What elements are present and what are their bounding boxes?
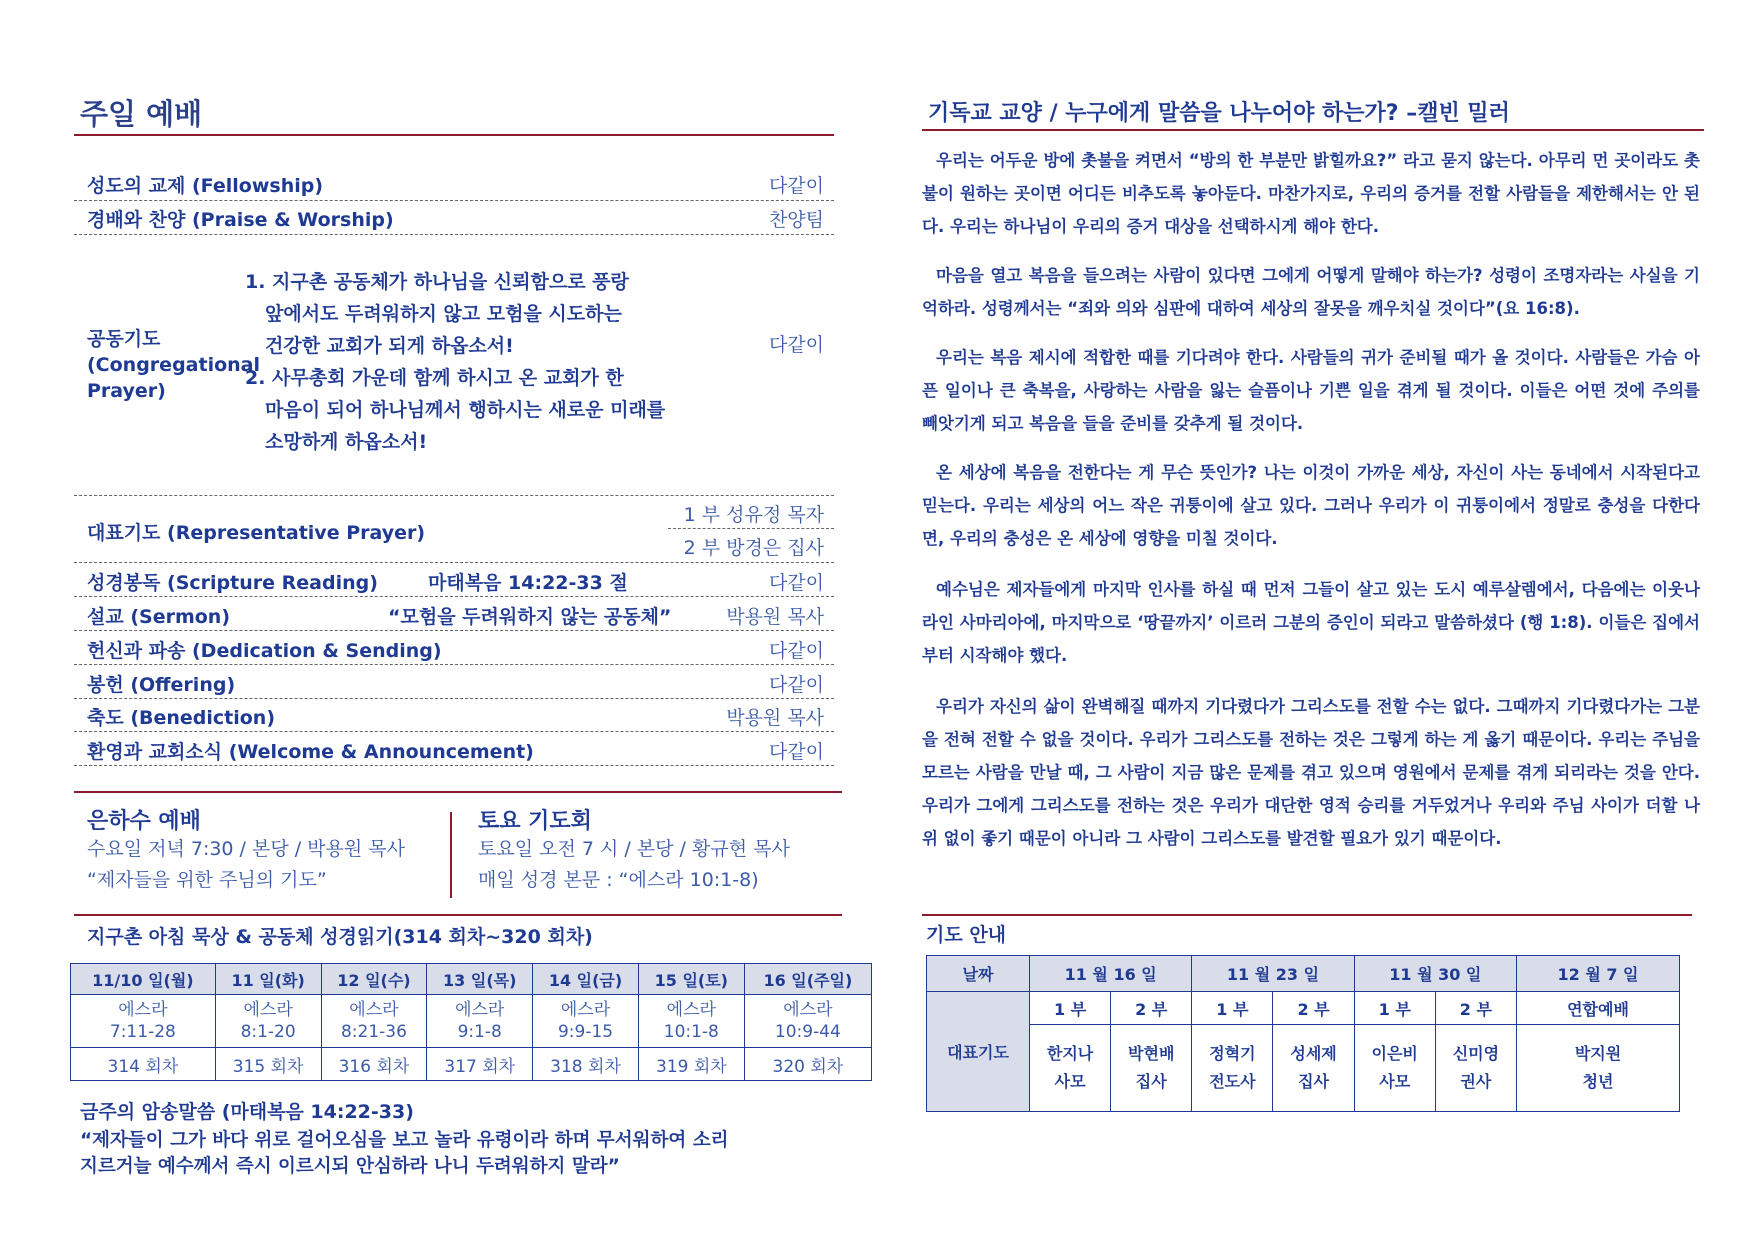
count-cell: 316 회차 [321,1048,427,1081]
reading-title: 지구촌 아침 묵상 & 공동체 성경읽기(314 회차~320 회차) [87,926,593,948]
table-row [927,992,1680,1025]
divider [74,234,834,235]
table-row [71,995,872,1048]
congregational-label: 공동기도 (Congregational Prayer) [87,328,260,402]
divider [74,731,834,732]
saturday-line2: 매일 성경 본문 : “에스라 10:1-8) [478,869,759,891]
day-cell: 14 일(금) [533,964,639,995]
prayer-item: 2. 사무총회 가운데 함께 하시고 온 교회가 한 마음이 되어 하나님께서 행하시는 새로운 미래를 소망하게 하옵소서! [245,367,666,453]
day-cell: 16 일(주일) [744,964,871,995]
prayer-guide-title: 기도 안내 [926,924,1007,946]
order-worship-label: 경배와 찬양 (Praise & Worship) [87,209,394,231]
scripture-passage: 마태복음 14:22-33 절 [428,572,628,594]
table-row [71,964,872,995]
article-paragraph: 우리가 자신의 삶이 완벽해질 때까지 기다렸다가 그리스도를 전할 수는 없다. 그때까지 기다렸다가는 그분을 전혀 전할 수 없을 것이다. 우리가 그리스도를 전하는 것은 그렇게 하는 게 옳기 때문이다. 우리는 주님을 모르는 사람을 만날 때, 그 사람이 지금 많은 문제를 겪고 있으며 영원에서 문제를 겪게 되리라는 것을 안다. 우리가 그에게 그리스도를 전하는 것은 우리가 대단한 영적 승리를 거두었거나 우리와 주님 사이가 더할 나위 없이 좋기 때문이 아니라 그 사람이 그리스도를 발견할 필요가 있기 때문이다. [922,697,1700,848]
service-cell: 연합예배 [1517,992,1680,1025]
service-cell: 1 부 [1354,992,1435,1025]
book-cell: 에스라 10:9-44 [744,995,871,1048]
prayer-item: 1. 지구촌 공동체가 하나님을 신뢰함으로 풍랑 앞에서도 두려워하지 않고 모험을 시도하는 건강한 교회가 되게 하옵소서! [245,271,629,357]
saturday-line1: 토요일 오전 7 시 / 본당 / 황규현 목사 [478,838,790,860]
scripture-label: 성경봉독 (Scripture Reading) [87,572,378,594]
count-cell: 314 회차 [71,1048,216,1081]
book-cell: 에스라 9:9-15 [533,995,639,1048]
day-cell: 13 일(목) [427,964,533,995]
name-cell: 정혁기 전도사 [1192,1025,1273,1112]
scripture-value: 다같이 [768,572,824,594]
name-cell: 성세제 집사 [1273,1025,1354,1112]
saturday-title: 토요 기도회 [478,809,592,834]
book-cell: 에스라 8:21-36 [321,995,427,1048]
date-cell: 11 월 23 일 [1192,956,1354,992]
title-rule [74,134,834,136]
article-paragraph: 온 세상에 복음을 전한다는 게 무슨 뜻인가? 나는 이것이 가까운 세상, 자신이 사는 동네에서 시작된다고 믿는다. 우리는 세상의 어느 작은 귀퉁이에 살고 있다. 그러나 우리가 이 귀퉁이에서 정말로 충성을 다한다면, 우리의 충성은 온 세상에 영향을 미칠 것이다. [922,463,1700,548]
benediction-label: 축도 (Benediction) [87,707,276,729]
wednesday-line1: 수요일 저녁 7:30 / 본당 / 박용원 목사 [87,838,405,860]
day-cell: 11 일(화) [215,964,321,995]
service-cell: 2 부 [1111,992,1192,1025]
section-rule [74,791,842,793]
section-rule [74,914,842,916]
memory-verse-text: “제자들이 그가 바다 위로 걸어오심을 보고 놀라 유령이라 하며 무서워하여 소리 지르거늘 예수께서 즉시 이르시되 안심하라 나니 두려워하지 말라” [80,1130,729,1177]
name-cell: 박지원 청년 [1517,1025,1680,1112]
sermon-value: 박용원 목사 [726,606,824,628]
wednesday-title: 은하수 예배 [87,809,201,834]
count-cell: 317 회차 [427,1048,533,1081]
book-cell: 에스라 7:11-28 [71,995,216,1048]
divider [74,765,834,766]
representative-value-1: 1 부 성유정 목자 [683,504,824,526]
day-cell: 11/10 일(월) [71,964,216,995]
book-cell: 에스라 8:1-20 [215,995,321,1048]
day-cell: 12 일(수) [321,964,427,995]
dedication-value: 다같이 [768,640,824,662]
service-cell: 1 부 [1030,992,1111,1025]
representative-label: 대표기도 (Representative Prayer) [87,522,426,544]
column-divider [450,812,452,898]
count-cell: 318 회차 [533,1048,639,1081]
title-rule [922,129,1704,131]
page-title: 주일 예배 [80,97,203,131]
benediction-value: 박용원 목사 [726,707,824,729]
book-cell: 에스라 10:1-8 [638,995,744,1048]
wednesday-line2: “제자들을 위한 주님의 기도” [87,869,327,891]
article-paragraph: 우리는 복음 제시에 적합한 때를 기다려야 한다. 사람들의 귀가 준비될 때가 올 것이다. 사람들은 가슴 아픈 일이나 큰 축복을, 사랑하는 사람을 잃는 슬픔이나 기쁜 일을 겪게 될 것이다. 이들은 어떤 것에 주의를 빼앗기게 되고 복음을 들을 준비를 갖추게 될 것이다. [922,348,1700,433]
article-paragraph: 예수님은 제자들에게 마지막 인사를 하실 때 먼저 그들이 살고 있는 도시 예루살렘에서, 다음에는 이웃나라인 사마리아에, 마지막으로 ‘땅끝까지’ 이르러 그분의 증인이 되라고 말씀하셨다 (행 1:8). 이들은 집에서부터 시작해야 했다. [922,580,1700,665]
order-fellowship-label: 성도의 교제 (Fellowship) [87,175,324,197]
book-cell: 에스라 9:1-8 [427,995,533,1048]
date-cell: 11 월 30 일 [1354,956,1516,992]
divider [74,200,834,201]
divider [74,596,834,597]
order-worship-value: 찬양팀 [768,209,824,231]
dedication-label: 헌신과 파송 (Dedication & Sending) [87,640,442,662]
row-label: 대표기도 [927,992,1030,1112]
article-paragraph: 마음을 열고 복음을 들으려는 사람이 있다면 그에게 어떻게 말해야 하는가? 성령이 조명자라는 사실을 기억하라. 성령께서는 “죄와 의와 심판에 대하여 세상의 잘못을 깨우치실 것이다”(요 16:8). [922,266,1700,318]
divider [74,495,834,496]
congregational-prayer-list [245,266,685,458]
prayer-guide-table [926,955,1680,1112]
count-cell: 320 회차 [744,1048,871,1081]
date-header-label: 날짜 [927,956,1030,992]
article-paragraph: 우리는 어두운 방에 촛불을 켜면서 “방의 한 부분만 밝힐까요?” 라고 묻지 않는다. 아무리 먼 곳이라도 촛불이 원하는 곳이면 어디든 비추도록 놓아둔다. 마찬가지로, 우리의 증거를 전할 사람들을 제한해서는 안 된다. 우리는 하나님이 우리의 증거 대상을 선택하시게 해야 한다. [922,151,1700,236]
name-cell: 신미영 권사 [1435,1025,1516,1112]
welcome-value: 다같이 [768,741,824,763]
divider [74,698,834,699]
table-row [927,956,1680,992]
day-cell: 15 일(토) [638,964,744,995]
offering-value: 다같이 [768,674,824,696]
date-cell: 12 월 7 일 [1517,956,1680,992]
divider [74,664,834,665]
sermon-title: “모험을 두려워하지 않는 공동체” [388,606,672,628]
section-rule [922,914,1692,916]
divider [74,630,834,631]
table-row [71,1048,872,1081]
memory-verse-title: 금주의 암송말씀 (마태복음 14:22-33) [80,1101,414,1123]
article-title: 기독교 교양 / 누구에게 말씀을 나누어야 하는가? –캘빈 밀러 [928,101,1510,126]
name-cell: 박현배 집사 [1111,1025,1192,1112]
divider [74,562,834,563]
reading-plan-table [70,963,872,1081]
name-cell: 한지나 사모 [1030,1025,1111,1112]
table-row [927,1025,1680,1112]
name-cell: 이은비 사모 [1354,1025,1435,1112]
count-cell: 315 회차 [215,1048,321,1081]
service-cell: 2 부 [1435,992,1516,1025]
sermon-label: 설교 (Sermon) [87,606,231,628]
divider [668,528,834,529]
offering-label: 봉헌 (Offering) [87,674,236,696]
count-cell: 319 회차 [638,1048,744,1081]
order-fellowship-value: 다같이 [768,175,824,197]
representative-value-2: 2 부 방경은 집사 [683,537,824,559]
service-cell: 1 부 [1192,992,1273,1025]
date-cell: 11 월 16 일 [1030,956,1192,992]
service-cell: 2 부 [1273,992,1354,1025]
welcome-label: 환영과 교회소식 (Welcome & Announcement) [87,741,534,763]
congregational-value: 다같이 [768,334,824,356]
